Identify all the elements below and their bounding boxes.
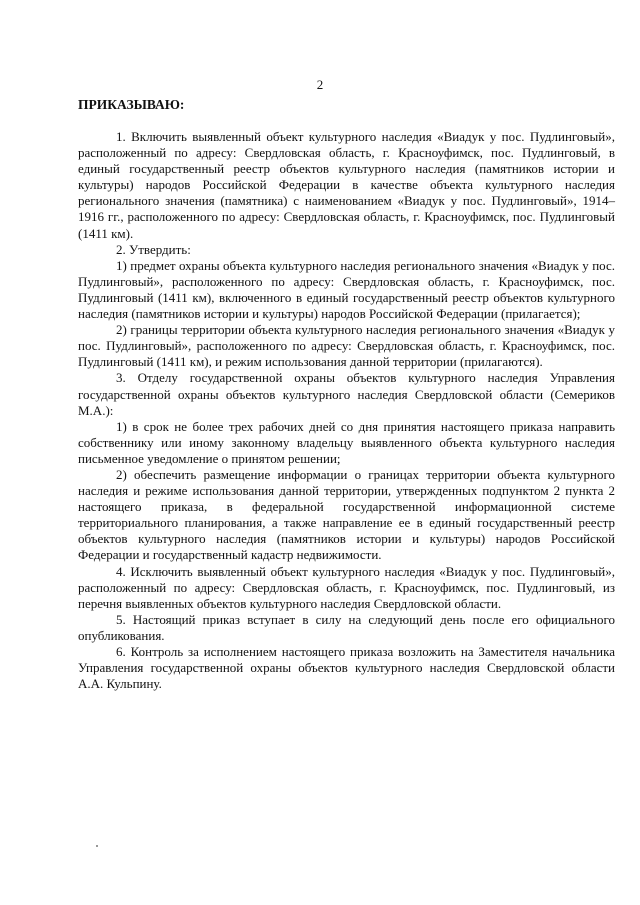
paragraph-2-approve: 2. Утвердить: — [116, 241, 191, 257]
paragraph-4-exclude: 4. Исключить выявленный объект культурного наследия «Виадук у пос. Пудлинговый», расположенный по адресу: Свердловская область, г. Красноуфимск, пос. Пудлинговый, из перечня выявленных объектов культурного наследия Свердловской области. — [78, 563, 615, 611]
footer-mark — [96, 845, 98, 847]
order-heading: ПРИКАЗЫВАЮ: — [78, 97, 185, 112]
paragraph-6-control: 6. Контроль за исполнением настоящего приказа возложить на Заместителя начальника Управления государственной охраны объектов культурного наследия Свердловской области А.А. Кульпину. — [78, 644, 615, 692]
page-number: 2 — [316, 77, 324, 92]
paragraph-1-include: 1. Включить выявленный объект культурного наследия «Виадук у пос. Пудлинговый», расположенный по адресу: Свердловская область, г. Красноуфимск, пос. Пудлинговый, в единый государственный реестр объектов культурного наследия (памятников истории и культуры) народов Российской Федерации в качестве объекта культурного наследия регионального значения (памятника) с наименованием «Виадук у пос. Пудлинговый», 1914–1916 гг., расположенного по адресу: Свердловская область, г. Красноуфимск, пос. Пудлинговый (1411 км). — [78, 129, 615, 241]
paragraph-3-1-notification: 1) в срок не более трех рабочих дней со дня принятия настоящего приказа направить собственнику или иному законному владельцу выявленного объекта культурного наследия письменное уведомление о принятом решении; — [78, 418, 615, 466]
paragraph-2-1-protection-subject: 1) предмет охраны объекта культурного наследия регионального значения «Виадук у пос. Пудлинговый», расположенного по адресу: Свердловская область, г. Красноуфимск, пос. Пудлинговый (1411 км), включенного в единый государственный реестр объектов культурного наследия (памятников истории и культуры) народов Российской Федерации (прилагается); — [78, 257, 615, 322]
paragraph-3-2-information: 2) обеспечить размещение информации о границах территории объекта культурного наследия и режиме использования данной территории, утвержденных подпунктом 2 пункта 2 настоящего приказа, в федеральной государственной информационной системе территориального планирования, а также направление ее в единый государственный реестр объектов культурного наследия (памятников истории и культуры) народов Российской Федерации и государственный кадастр недвижимости. — [78, 466, 615, 563]
paragraph-2-2-territory-borders: 2) границы территории объекта культурного наследия регионального значения «Виадук у пос. Пудлинговый», расположенного по адресу: Свердловская область, г. Красноуфимск, пос. Пудлинговый (1411 км), и режим использования данной территории (прилагаются). — [78, 322, 615, 370]
document-body — [78, 129, 615, 692]
paragraph-3-department: 3. Отделу государственной охраны объектов культурного наследия Управления государственной охраны объектов культурного наследия Свердловской области (Семериков М.А.): — [78, 370, 615, 418]
paragraph-5-effective: 5. Настоящий приказ вступает в силу на следующий день после его официального опубликования. — [78, 611, 615, 643]
